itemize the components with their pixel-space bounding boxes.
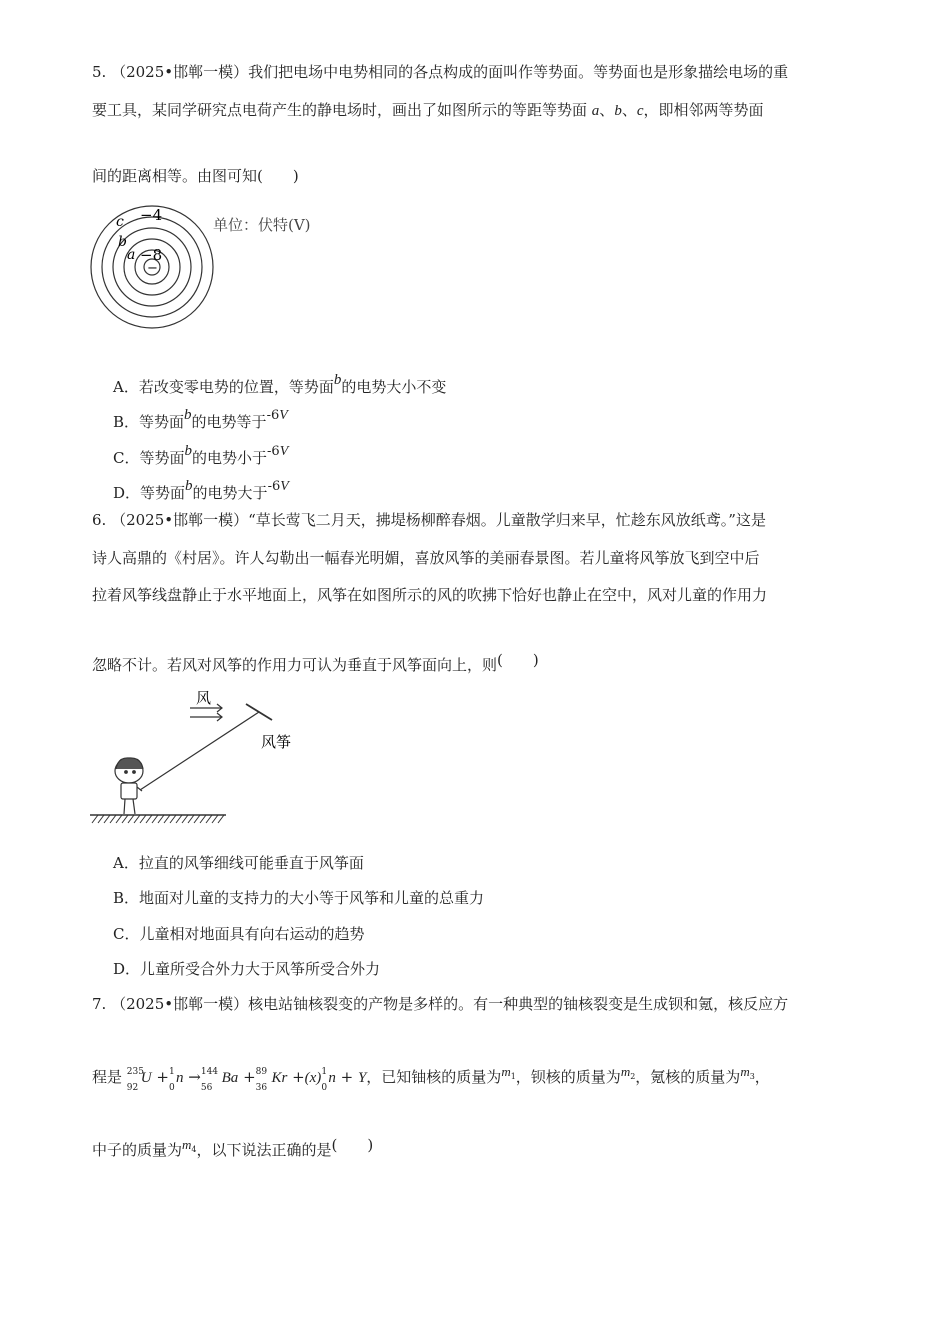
- q7-text-2c: ，氪核的质量为: [635, 1068, 741, 1086]
- q5-answer-blank: ( ): [257, 167, 299, 185]
- option-var: b: [333, 372, 342, 388]
- x-term: (x): [304, 1070, 322, 1086]
- q6-text-2: 诗人高鼎的《村居》。许人勾勒出一幅春光明媚，喜放风筝的美丽春景图。若儿童将风筝放飞到空中后: [92, 549, 760, 567]
- kr-symbol: Kr: [271, 1070, 288, 1086]
- kr-mass-number: 89: [255, 1067, 268, 1077]
- label-b: b: [118, 234, 127, 250]
- q5-sep: 、: [621, 101, 637, 119]
- option-text: 等势面: [139, 413, 185, 431]
- q6-number: 6.: [92, 511, 107, 529]
- option-text: 拉直的风筝细线可能垂直于风筝面: [138, 854, 364, 872]
- option-var: b: [185, 478, 193, 494]
- option-text: 若改变零电势的位置，等势面: [138, 378, 334, 396]
- label-a: a: [127, 247, 136, 263]
- ba-atomic-number: 56: [200, 1083, 213, 1093]
- q6-answer-blank: ( ): [497, 651, 539, 669]
- q7-line-2: [92, 1062, 770, 1093]
- q6-option-c: [113, 924, 365, 944]
- plus: +: [156, 1068, 169, 1086]
- u-atomic-number: 92: [126, 1083, 139, 1093]
- label-minus-8: −8: [140, 246, 163, 264]
- q7-source: （2025•邯郸一模）: [111, 995, 249, 1013]
- q5-var-a: a: [591, 103, 600, 119]
- u-symbol: U: [140, 1070, 152, 1086]
- q6-option-a: [113, 853, 364, 873]
- arrow: →: [188, 1068, 201, 1086]
- q5-equipotential-figure: [85, 200, 345, 340]
- option-text: 等势面: [140, 484, 186, 502]
- q5-line-1: [92, 62, 788, 82]
- option-var: b: [184, 407, 192, 423]
- q7-text-2b: ，钡核的质量为: [515, 1068, 621, 1086]
- q6-option-b: [113, 888, 484, 908]
- nuclear-equation: [126, 1067, 367, 1093]
- y-symbol: Y: [357, 1070, 367, 1086]
- kr-atomic-number: 36: [255, 1083, 268, 1093]
- option-text: 等势面: [139, 449, 185, 467]
- option-unit: V: [280, 479, 289, 494]
- u-mass-number: 235: [126, 1067, 144, 1077]
- q6-option-d: [113, 959, 380, 979]
- option-text: 地面对儿童的支持力的大小等于风筝和儿童的总重力: [139, 889, 485, 907]
- unit-label: 单位：伏特(V): [213, 216, 311, 234]
- option-value: -6: [267, 479, 281, 494]
- q7-text-2a: ，已知铀核的质量为: [366, 1068, 502, 1086]
- q5-var-b: b: [614, 103, 622, 119]
- q7-eq-prefix: 程是: [92, 1068, 123, 1086]
- n2-symbol: n: [328, 1070, 336, 1086]
- q5-option-c: [113, 441, 288, 468]
- q5-option-a: [113, 370, 446, 397]
- option-text: 儿童所受合外力大于风筝所受合外力: [140, 960, 381, 978]
- q5-source: （2025•邯郸一模）: [111, 63, 249, 81]
- q5-var-c: c: [636, 103, 644, 119]
- q5-text-3: 间的距离相等。由图可知: [92, 167, 258, 185]
- m-symbol: m: [620, 1064, 631, 1079]
- ba-mass-number: 144: [200, 1067, 219, 1077]
- option-text: 的电势等于: [191, 413, 267, 431]
- q5-text-1: 我们把电场中电势相同的各点构成的面叫作等势面。等势面也是形象描绘电场的重: [248, 63, 789, 81]
- option-unit: V: [279, 408, 288, 423]
- q5-line-3: [92, 166, 299, 186]
- ground-hatching: [92, 815, 224, 823]
- option-var: b: [184, 443, 192, 459]
- q5-number: 5.: [92, 63, 107, 81]
- m-symbol: m: [501, 1064, 511, 1079]
- option-value: -6: [267, 444, 280, 459]
- q6-text-3: 拉着风筝线盘静止于水平地面上，风筝在如图所示的风的吹拂下恰好也静止在空中，风对儿童的作用力: [92, 586, 768, 604]
- q7-line-3: [92, 1135, 373, 1160]
- q7-text-3a: 中子的质量为: [92, 1141, 183, 1159]
- q5-text-2-tail: ，即相邻两等势面: [643, 101, 764, 119]
- kite-label: 风筝: [261, 733, 292, 751]
- q6-line-4: [92, 650, 539, 675]
- n-symbol: n: [176, 1070, 184, 1086]
- m-symbol: m: [182, 1137, 192, 1152]
- n2-atomic-number: 0: [321, 1083, 328, 1093]
- m2-index: 2: [630, 1072, 636, 1081]
- plus: +: [243, 1068, 256, 1086]
- option-text: 的电势小于: [192, 449, 268, 467]
- child-figure: [115, 758, 143, 814]
- option-letter: C．: [113, 449, 140, 467]
- q7-number: 7.: [92, 995, 107, 1013]
- q6-text-1: “草长莺飞二月天，拂堤杨柳醉春烟。儿童散学归来早，忙趁东风放纸鸢。”这是: [248, 511, 766, 529]
- n-atomic-number: 0: [169, 1083, 175, 1093]
- q6-kite-figure: [88, 683, 328, 828]
- option-unit: V: [279, 444, 289, 459]
- q5-text-2: 要工具，某同学研究点电荷产生的静电场时，画出了如图所示的等距等势面: [92, 101, 588, 119]
- q5-option-d: [113, 476, 289, 503]
- m3-index: 3: [749, 1072, 755, 1081]
- m4-index: 4: [191, 1145, 197, 1154]
- n-mass-number: 1: [169, 1067, 175, 1077]
- q6-line-1: [92, 510, 766, 530]
- q5-line-2: [92, 100, 764, 121]
- option-text: 儿童相对地面具有向右运动的趋势: [139, 925, 365, 943]
- option-text: 的电势大于: [192, 484, 268, 502]
- ba-symbol: Ba: [221, 1070, 239, 1086]
- q7-text-2d: ，: [754, 1068, 770, 1086]
- option-letter: B．: [113, 413, 140, 431]
- option-letter: B．: [113, 889, 140, 907]
- option-letter: A．: [113, 854, 139, 872]
- q5-option-b: [113, 405, 288, 432]
- label-c: c: [116, 214, 124, 230]
- option-letter: A．: [113, 378, 139, 396]
- option-letter: C．: [113, 925, 140, 943]
- plus: +: [292, 1068, 305, 1086]
- option-value: -6: [266, 408, 280, 423]
- label-minus-4: −4: [140, 206, 163, 224]
- q7-text-3b: ，以下说法正确的是: [196, 1141, 332, 1159]
- option-text: 的电势大小不变: [341, 378, 447, 396]
- m-symbol: m: [740, 1064, 750, 1079]
- q6-line-3: [92, 585, 767, 605]
- q7-text-1: 核电站铀核裂变的产物是多样的。有一种典型的铀核裂变是生成钡和氪，核反应方: [248, 995, 789, 1013]
- kite-string: [140, 712, 259, 790]
- q7-line-1: [92, 994, 788, 1014]
- q5-sep: 、: [599, 101, 615, 119]
- center-charge-sign: −: [147, 261, 158, 276]
- q6-text-4: 忽略不计。若风对风筝的作用力可认为垂直于风筝面向上，则: [92, 656, 498, 674]
- m1-index: 1: [510, 1072, 516, 1081]
- option-letter: D．: [113, 484, 141, 502]
- wind-label: 风: [196, 689, 212, 707]
- plus: +: [340, 1068, 354, 1086]
- q7-answer-blank: ( ): [331, 1136, 374, 1154]
- q6-source: （2025•邯郸一模）: [111, 511, 249, 529]
- q6-line-2: [92, 548, 760, 568]
- n2-mass-number: 1: [321, 1067, 328, 1077]
- option-letter: D．: [113, 960, 141, 978]
